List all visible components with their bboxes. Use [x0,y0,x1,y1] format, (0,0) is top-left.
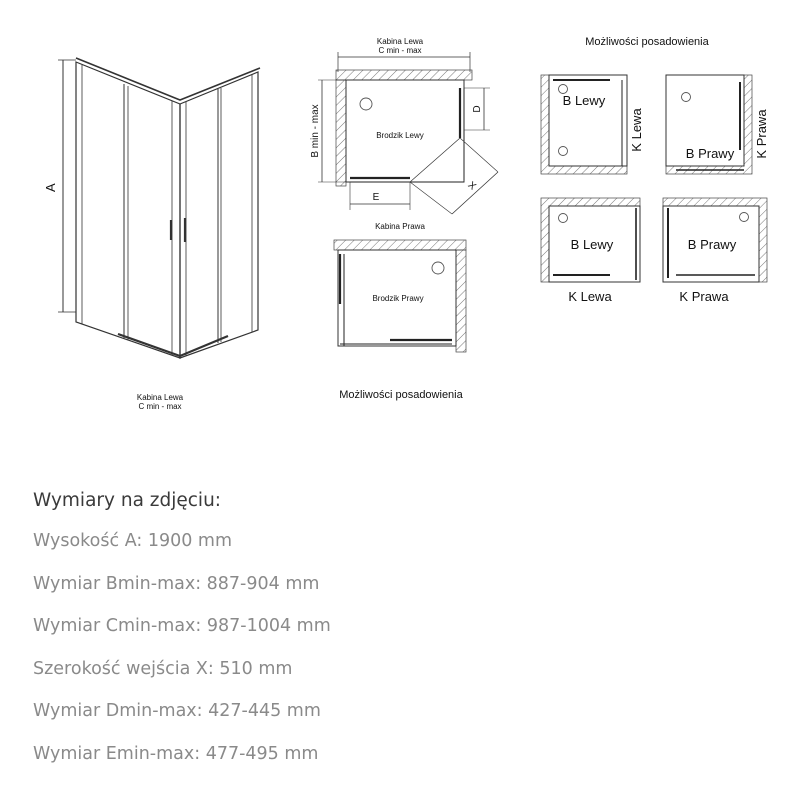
option-k-prawa-side: K Prawa [754,109,769,159]
height-label: A [43,183,58,192]
option-b-prawy-2-label: B Prawy [687,237,737,252]
option-k-lewa-side: K Lewa [629,108,644,152]
option-b-lewy-label: B Lewy [562,93,606,108]
plan-left-e-label: E [372,192,380,203]
dimensions-heading: Wymiary na zdjęciu: [33,490,222,511]
option-b-lewy [541,75,627,174]
plan-left-tray-label: Brodzik Lewy [376,131,424,140]
cabin-3d-drawing [58,58,260,358]
dimension-row-b: Wymiar Bmin-max: 887-904 mm [33,573,320,594]
dimension-row-d: Wymiar Dmin-max: 427-445 mm [33,701,321,721]
option-k-lewa-bottom: K Lewa [568,289,612,304]
option-b-lewy-2-label: B Lewy [570,237,614,252]
dimension-row-height-a: Wysokość A: 1900 mm [33,531,233,551]
plan-right-caption: Możliwości posadowienia [339,389,463,401]
dimension-row-e: Wymiar Emin-max: 477-495 mm [33,743,319,764]
plan-right-title: Kabina Prawa [375,222,425,231]
cabin-caption-line1: Kabina Lewa [136,393,184,402]
plan-left-d-label: D [472,105,483,113]
options-title: Możliwości posadowienia [585,36,709,48]
option-b-prawy-label: B Prawy [685,146,735,161]
plan-left-b-label: B min - max [310,104,321,158]
dimension-row-c: Wymiar Cmin-max: 987-1004 mm [33,616,331,636]
option-k-prawa-bottom: K Prawa [679,289,729,304]
dimensions-list [33,488,773,783]
plan-left-x-label: X [465,179,478,193]
plan-left-title-line2: C min - max [378,46,422,55]
plan-right-tray-label: Brodzik Prawy [372,294,424,303]
cabin-caption-line2: C min - max [138,402,182,411]
plan-left-title-line1: Kabina Lewa [376,37,424,46]
dimension-row-entry-x: Szerokość wejścia X: 510 mm [33,658,293,679]
